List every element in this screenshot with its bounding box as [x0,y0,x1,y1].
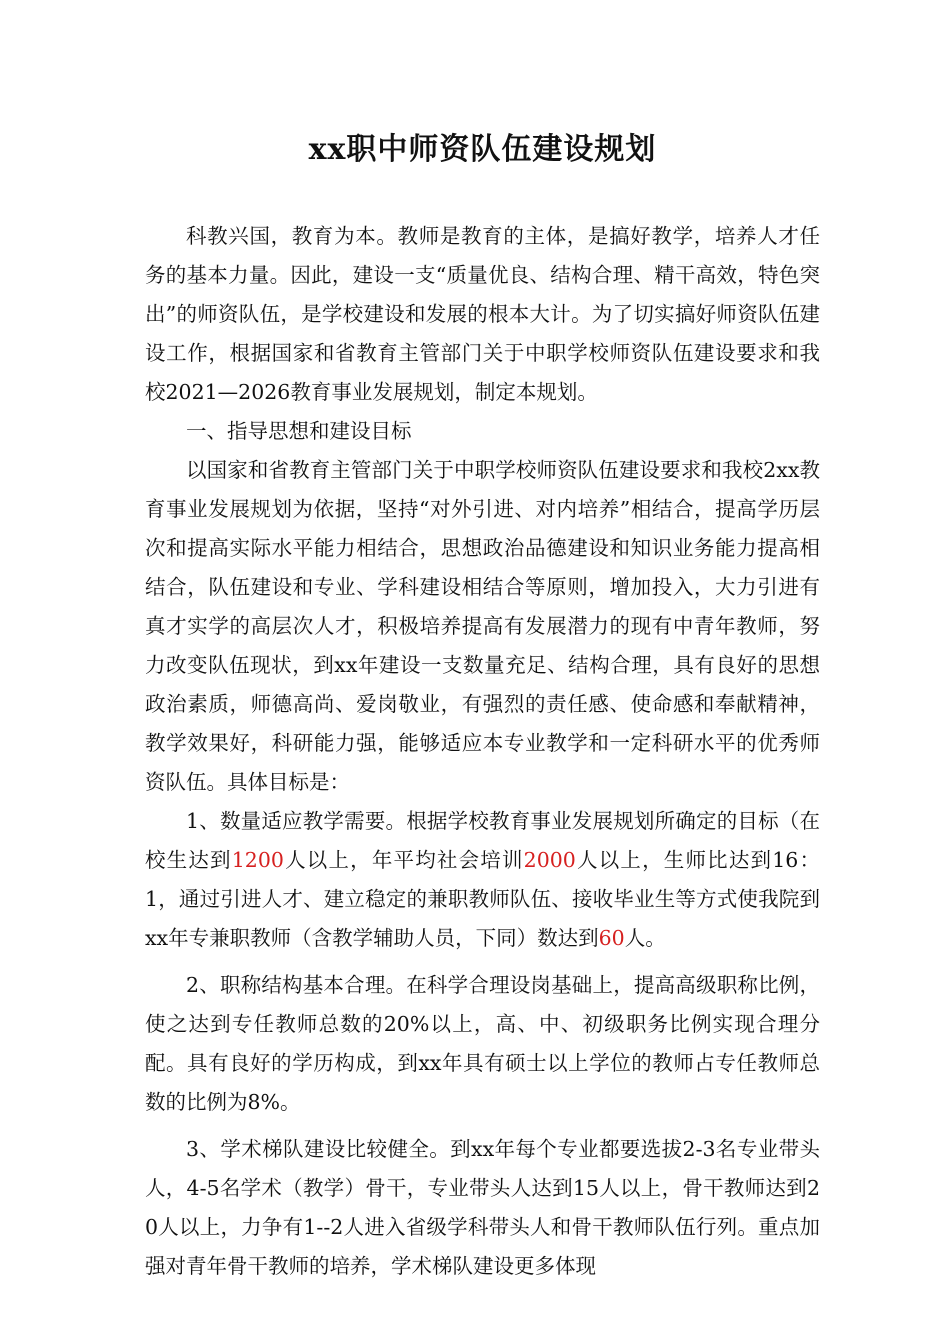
section-heading-guiding-ideology: 一、指导思想和建设目标 [186,419,412,443]
highlight-number-students: 1200 [231,848,284,872]
goal-item-quantity-text-2: 人以上，年平均社会培训 [283,848,524,872]
section-body-guiding-ideology: 以国家和省教育主管部门关于中职学校师资队伍建设要求和我校2xx教育事业发展规划为依据，坚持“对外引进、对内培养”相结合，提高学历层次和提高实际水平能力相结合，思想政治品德建设和知识业务能力提高相结合，队伍建设和专业、学科建设相结合等原则，增加投入，大力引进有真才实学的高层次人才，积极培养提高有发展潜力的现有中青年教师，努力改变队伍现状，到xx年建设一支数量充足、结构合理，具有良好的思想政治素质，师德高尚、爱岗敬业，有强烈的责任感、使命感和奉献精神，教学效果好，科研能力强，能够适应本专业教学和一定科研水平的优秀师资队伍。具体目标是： [145,458,820,794]
goal-item-quantity-text-3: 人以上，生师比达到16：1，通过引进人才、建立稳定的兼职教师队伍、接收毕业生等方式使我院到xx年专兼职教师（含教学辅助人员，下同）数达到 [145,848,820,950]
goal-item-title-structure: 2、职称结构基本合理。在科学合理设岗基础上，提高高级职称比例，使之达到专任教师总数的20%以上，高、中、初级职务比例实现合理分配。具有良好的学历构成，到xx年具有硕士以上学位的教师占专任教师总数的比例为8%。 [145,973,820,1114]
document-title: xx职中师资队伍建设规划 [308,132,657,167]
goal-item-academic-echelon: 3、学术梯队建设比较健全。到xx年每个专业都要选拔2-3名专业带头人，4-5名学术（教学）骨干，专业带头人达到15人以上，骨干教师达到20人以上，力争有1--2人进入省级学科带头人和骨干教师队伍行列。重点加强对青年骨干教师的培养，学术梯队建设更多体现 [145,1137,820,1278]
document-page [145,120,820,1286]
intro-paragraph: 科教兴国，教育为本。教师是教育的主体，是搞好教学，培养人才任务的基本力量。因此，建设一支“质量优良、结构合理、精干高效，特色突出”的师资队伍，是学校建设和发展的根本大计。为了切实搞好师资队伍建设工作，根据国家和省教育主管部门关于中职学校师资队伍建设要求和我校2021—2026教育事业发展规划，制定本规划。 [145,224,820,404]
goal-item-quantity-text-4: 人。 [624,926,666,950]
goal-item-quantity-text-1: 1、数量适应教学需要。根据学校教育事业发展规划所确定的目标（在校生达到 [145,809,820,872]
goal-item-quantity [145,802,820,958]
highlight-number-teachers: 60 [598,926,625,950]
highlight-number-training: 2000 [523,848,576,872]
